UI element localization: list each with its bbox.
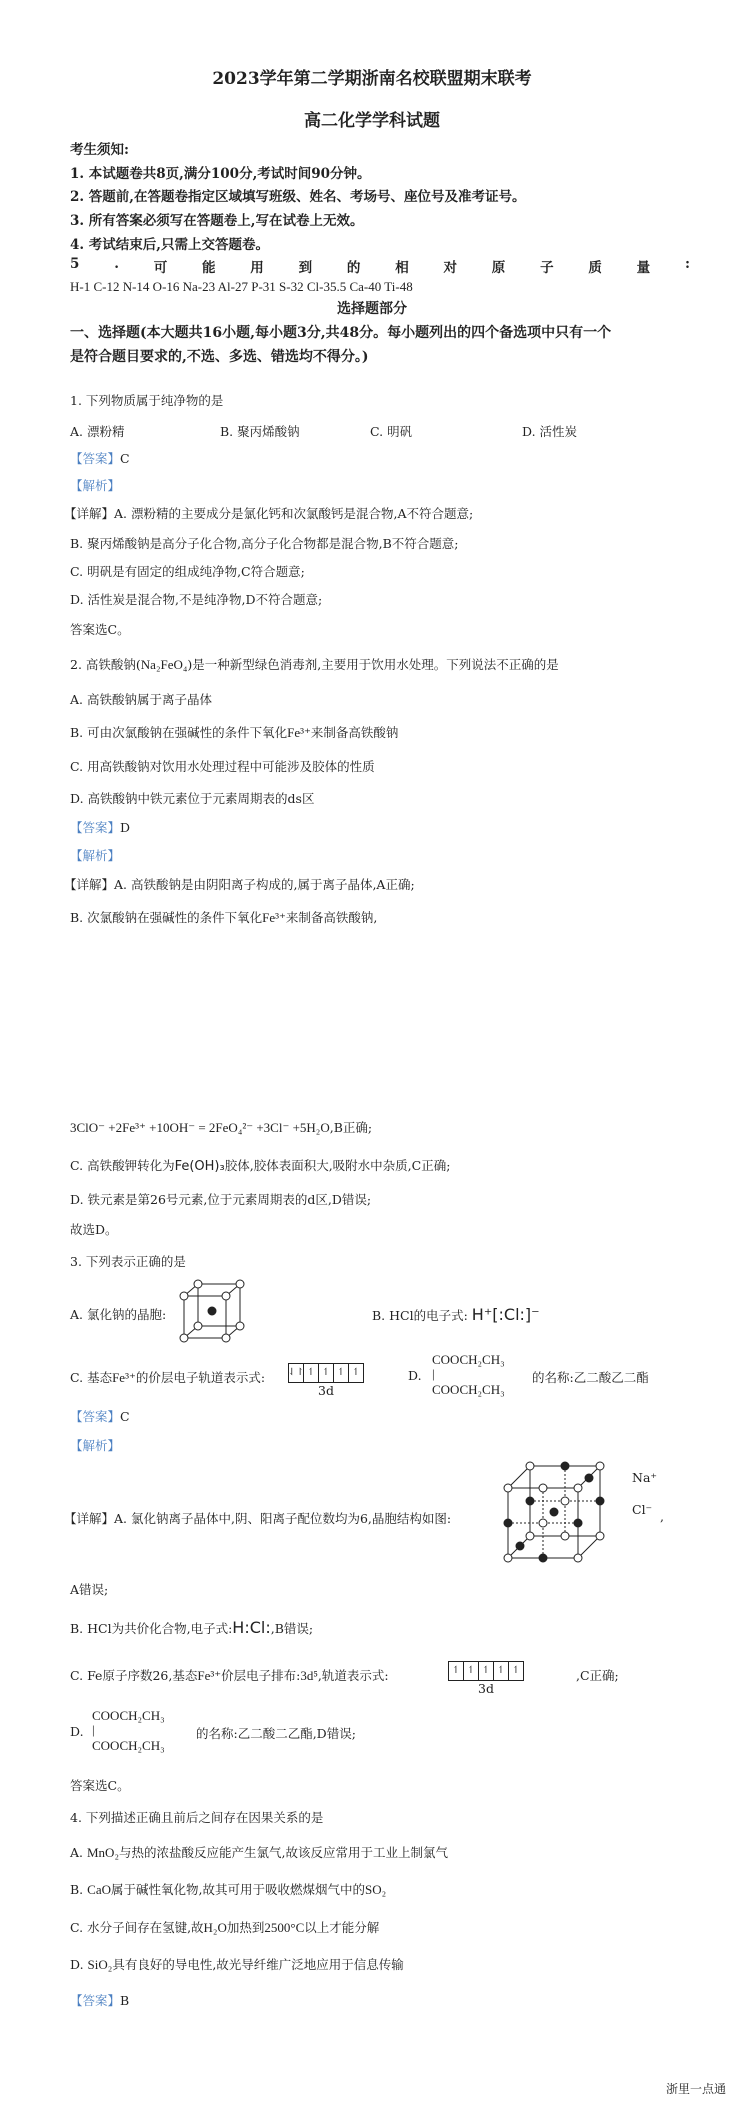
q2-detail-a: 【详解】A. 高铁酸钠是由阴阳离子构成的,属于离子晶体,A正确; — [64, 877, 415, 892]
q3-detail-ester-bond: | — [92, 1722, 95, 1737]
q2-analysis-label: 【解析】 — [70, 848, 121, 863]
q2-detail-d: D. 铁元素是第26号元素,位于元素周期表的d区,D错误; — [70, 1192, 372, 1207]
q3-detail-ester-line1: COOCH₂CH₃ — [92, 1708, 165, 1723]
q2-equation: 3ClO⁻ +2Fe³⁺ +10OH⁻ = 2FeO₄²⁻ +3Cl⁻ +5H₂O,B正确; — [70, 1120, 373, 1135]
q3-conclusion: 答案选C。 — [70, 1778, 130, 1793]
q2-conclusion: 故选D。 — [70, 1222, 118, 1237]
q3-detail-c: C. Fe原子序数26,基态Fe³⁺价层电子排布:3d⁵,轨道表示式: — [70, 1668, 389, 1683]
q1-option-a: A. 漂粉精 — [70, 424, 125, 439]
q1-detail-a: 【详解】A. 漂粉精的主要成分是氯化钙和次氯酸钙是混合物,A不符合题意; — [64, 506, 474, 521]
q1-conclusion: 答案选C。 — [70, 622, 130, 637]
q2-stem: 2. 高铁酸钠(Na₂FeO₄)是一种新型绿色消毒剂,主要用于饮用水处理。下列说法不正确的是 — [70, 657, 559, 672]
section-instructions-2: 是符合题目要求的,不选、多选、错选均不得分。) — [70, 349, 369, 365]
notice-item-1: 1. 本试题卷共8页,满分100分,考试时间90分钟。 — [70, 166, 371, 182]
na-ion-label: Na⁺ — [632, 1470, 657, 1485]
q4-option-d: D. SiO₂具有良好的导电性,故光导纤维广泛地应用于信息传输 — [70, 1957, 404, 1972]
q3-ester-line2: COOCH₂CH₃ — [432, 1382, 505, 1397]
exam-title: 2023学年第二学期浙南名校联盟期末联考 — [212, 69, 532, 89]
notice-item-3: 3. 所有答案必须写在答题卷上,写在试卷上无效。 — [70, 213, 364, 229]
q3-option-c: C. 基态Fe³⁺的价层电子轨道表示式: — [70, 1370, 266, 1385]
exam-subtitle: 高二化学学科试题 — [304, 111, 440, 131]
q2-option-c: C. 用高铁酸钠对饮用水处理过程中可能涉及胶体的性质 — [70, 759, 375, 774]
nacl-unit-cell-diagram — [500, 1458, 610, 1568]
q4-option-a: A. MnO₂与热的浓盐酸反应能产生氯气,故该反应常用于工业上制氯气 — [70, 1845, 448, 1860]
atomic-masses: H-1 C-12 N-14 O-16 Na-23 Al-27 P-31 S-32 Cl-35.5 Ca-40 Ti-48 — [70, 279, 413, 294]
q4-stem: 4. 下列描述正确且前后之间存在因果关系的是 — [70, 1810, 324, 1825]
q3-ester-line1: COOCH₂CH₃ — [432, 1352, 505, 1367]
q3-detail-a: 【详解】A. 氯化钠离子晶体中,阴、阳离子配位数均为6,晶胞结构如图: — [64, 1511, 452, 1526]
q2-option-b: B. 可由次氯酸钠在强碱性的条件下氧化Fe³⁺来制备高铁酸钠 — [70, 725, 399, 740]
q3-option-b: B. HCl的电子式: H⁺[:Cl:]⁻ — [372, 1305, 540, 1324]
footer-watermark: 浙里一点通 — [666, 2082, 727, 2096]
notice-heading: 考生须知: — [70, 142, 129, 158]
q3-answer: 【答案】C — [70, 1409, 130, 1424]
section-instructions-1: 一、选择题(本大题共16小题,每小题3分,共48分。每小题列出的四个备选项中只有一个 — [70, 325, 612, 341]
q3-stem: 3. 下列表示正确的是 — [70, 1254, 186, 1269]
q4-option-b: B. CaO属于碱性氧化物,故其可用于吸收燃煤烟气中的SO₂ — [70, 1882, 387, 1897]
q2-detail-b: B. 次氯酸钠在强碱性的条件下氧化Fe³⁺来制备高铁酸钠, — [70, 910, 378, 925]
q2-option-d: D. 高铁酸钠中铁元素位于元素周期表的ds区 — [70, 791, 315, 806]
q4-answer: 【答案】B — [70, 1993, 130, 2008]
q3-orbital-diagram: ⇃↾ ↿ ↿ ↿ ↿ 3d — [288, 1362, 364, 1398]
q3-detail-orbital-diagram: ↿ ↿ ↿ ↿ ↿ 3d — [448, 1660, 524, 1696]
q1-analysis-label: 【解析】 — [70, 478, 121, 493]
q1-detail-b: B. 聚丙烯酸钠是高分子化合物,高分子化合物都是混合物,B不符合题意; — [70, 536, 459, 551]
cl-ion-label: Cl⁻ — [632, 1502, 653, 1517]
q3-detail-ester-line2: COOCH₂CH₃ — [92, 1738, 165, 1753]
q2-detail-c: C. 高铁酸钾转化为Fe(OH)₃胶体,胶体表面积大,吸附水中杂质,C正确; — [70, 1158, 451, 1174]
q3-detail-d: 的名称:乙二酸二乙酯,D错误; — [196, 1726, 356, 1741]
notice-item-2: 2. 答题前,在答题卷指定区域填写班级、姓名、考场号、座位号及准考证号。 — [70, 189, 526, 205]
notice-item-5: 5 . 可 能 用 到 的 相 对 原 子 质 量 : — [70, 256, 690, 276]
q3-a-wrong: A错误; — [70, 1582, 109, 1597]
q3-option-d-name: 的名称:乙二酸乙二酯 — [532, 1370, 649, 1385]
q4-option-c: C. 水分子间存在氢键,故H₂O加热到2500°C以上才能分解 — [70, 1920, 380, 1935]
q3-detail-c-result: ,C正确; — [576, 1668, 619, 1683]
q2-answer: 【答案】D — [70, 820, 131, 835]
q3-analysis-label: 【解析】 — [70, 1438, 121, 1453]
q1-option-d: D. 活性炭 — [522, 424, 578, 439]
q1-detail-c: C. 明矾是有固定的组成纯净物,C符合题意; — [70, 564, 305, 579]
q2-option-a: A. 高铁酸钠属于离子晶体 — [70, 692, 212, 707]
q1-detail-d: D. 活性炭是混合物,不是纯净物,D不符合题意; — [70, 592, 323, 607]
q3-detail-b: B. HCl为共价化合物,电子式:H:Cl:,B错误; — [70, 1618, 314, 1637]
notice-item-4: 4. 考试结束后,只需上交答题卷。 — [70, 237, 269, 253]
q1-option-c: C. 明矾 — [370, 424, 413, 439]
nacl-unit-cell-small — [178, 1278, 248, 1344]
q1-stem: 1. 下列物质属于纯净物的是 — [70, 393, 224, 408]
comma: , — [660, 1509, 664, 1524]
section-heading: 选择题部分 — [337, 301, 407, 317]
q3-option-a: A. 氯化钠的晶胞: — [70, 1307, 167, 1322]
q3-option-d-label: D. — [408, 1368, 422, 1383]
q3-detail-d-label: D. — [70, 1724, 84, 1739]
q1-option-b: B. 聚丙烯酸钠 — [220, 424, 300, 439]
q1-answer: 【答案】C — [70, 451, 130, 466]
q3-ester-bond: | — [432, 1366, 435, 1381]
